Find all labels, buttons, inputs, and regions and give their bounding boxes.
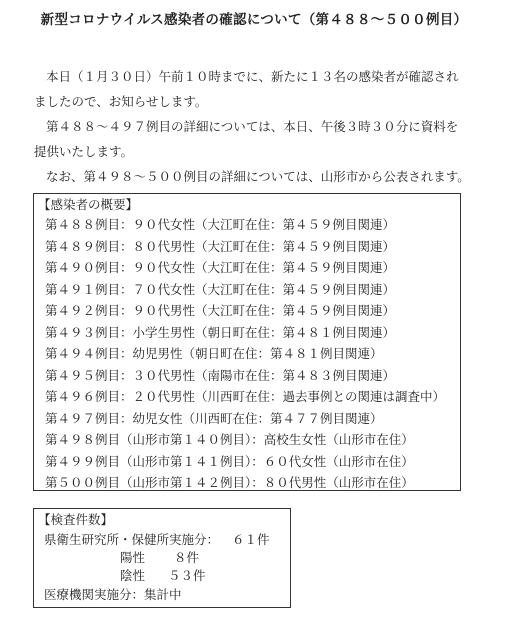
case-list — [45, 214, 445, 494]
case-item: 第４９４例目：幼児男性（朝日町在住：第４８１例目関連） — [45, 346, 383, 361]
intro-line-2: ましたので、お知らせします。 — [34, 94, 208, 109]
case-item: 第４９１例目：７０代女性（大江町在住：第４５９例目関連） — [45, 281, 396, 297]
prefectural-tests-label: 県衛生研究所・保健所実施分： — [44, 532, 220, 547]
case-item: 第４９５例目：３０代男性（南陽市在住：第４８３例目関連） — [45, 367, 396, 383]
case-item: 第５００例目（山形市第１４２例目）：８０代男性（山形市在住） — [45, 475, 414, 490]
positive-label: 陽性 — [120, 550, 146, 565]
intro-line-3: 第４８８～４９７例目の詳細については、本日、午後３時３０分に資料を — [46, 119, 459, 134]
case-summary-heading: 【感染者の概要】 — [38, 197, 139, 212]
test-count-box — [33, 508, 291, 608]
case-item: 第４９３例目：小学生男性（朝日町在住：第４８１例目関連） — [45, 324, 396, 340]
positive-value: ８件 — [174, 550, 200, 565]
case-item: 第４９９例目（山形市第１４１例目）：６０代女性（山形市在住） — [45, 453, 414, 469]
case-item: 第４９０例目：９０代女性（大江町在住：第４５９例目関連） — [45, 260, 396, 275]
test-count-heading: 【検査件数】 — [38, 512, 114, 527]
intro-line-4: 提供いたします。 — [34, 144, 134, 159]
case-summary-box — [33, 193, 461, 491]
case-item: 第４９８例目（山形市第１４０例目）：高校生女性（山形市在住） — [45, 432, 414, 447]
case-item: 第４８８例目：９０代女性（大江町在住：第４５９例目関連） — [45, 217, 396, 232]
case-item: 第４９２例目：９０代男性（大江町在住：第４５９例目関連） — [45, 303, 396, 318]
prefectural-tests-value: ６１件 — [232, 532, 270, 547]
negative-value: ５３件 — [168, 568, 206, 583]
negative-label: 陰性 — [120, 568, 146, 583]
document-title: 新型コロナウイルス感染者の確認について（第４８８～５００例目） — [40, 12, 468, 28]
case-item: 第４８９例目：８０代男性（大江町在住：第４５９例目関連） — [45, 238, 396, 254]
case-item: 第４９６例目：２０代男性（川西町在住：過去事例との関連は調査中） — [45, 389, 446, 404]
intro-line-5: なお、第４９８～５００例目の詳細については、山形市から公表されます。 — [46, 169, 470, 184]
medical-tests-label: 医療機関実施分：集計中 — [44, 587, 182, 602]
intro-line-1: 本日（１月３０日）午前１０時までに、新たに１３名の感染者が確認され — [46, 69, 459, 84]
case-item: 第４９７例目：幼児女性（川西町在住：第４７７例目関連） — [45, 410, 383, 426]
intro-paragraphs — [34, 64, 484, 189]
